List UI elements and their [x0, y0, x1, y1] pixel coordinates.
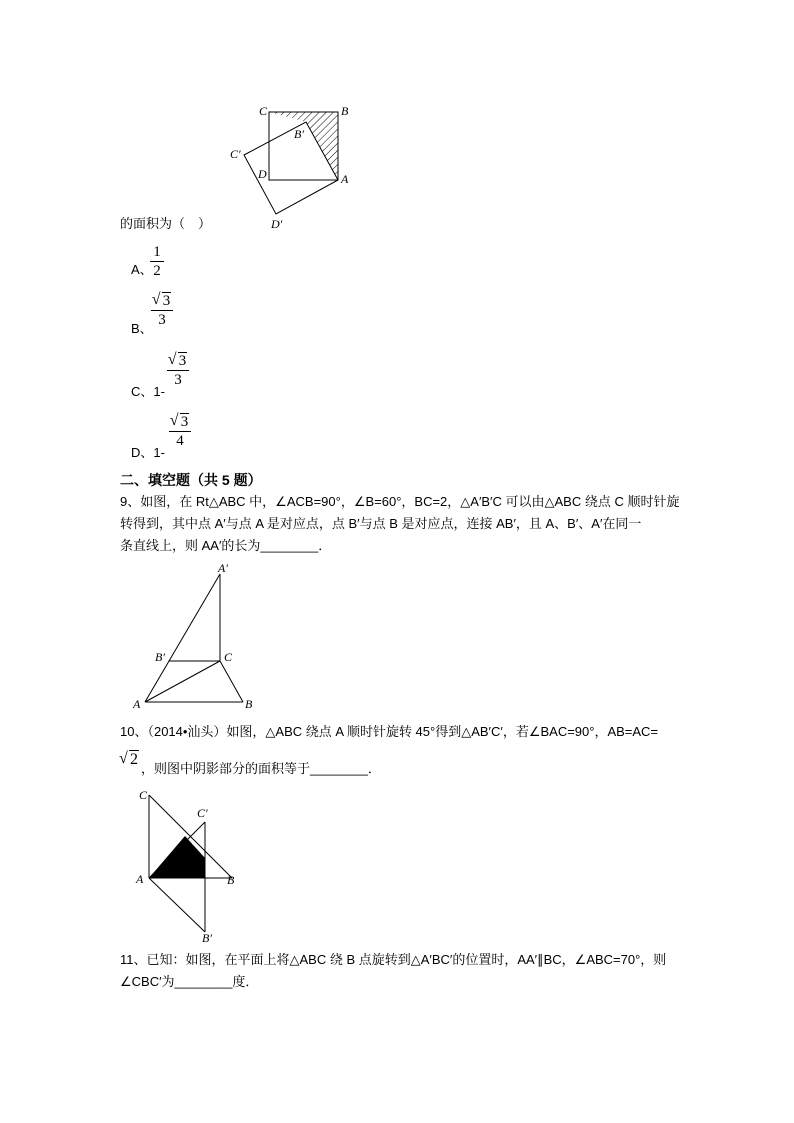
q8-option-d-denominator: 4	[176, 433, 184, 449]
q9-label-c: C	[224, 650, 233, 664]
q9-label-aprime: A′	[218, 561, 228, 575]
q8-label-cprime: C′	[230, 147, 241, 161]
q10-label-a: A	[136, 872, 144, 886]
q8-option-b-fraction	[151, 293, 173, 328]
q10-label-cprime: C′	[197, 806, 208, 820]
q8-figure	[225, 100, 355, 235]
q9-label-b: B	[245, 697, 253, 711]
q8-shaded-region	[269, 112, 338, 180]
q9-segment-c-b	[220, 661, 243, 702]
q10-label-bprime: B′	[202, 931, 212, 945]
q8-option-c-denominator: 3	[174, 372, 182, 388]
q11-line-1: 11、已知：如图，在平面上将△ABC 绕 B 点旋转到△A′BC′的位置时，AA′∥BC，∠ABC=70°，则	[120, 952, 667, 967]
q8-label-a: A	[341, 172, 349, 186]
q8-option-c-sqrt: √ 3	[169, 353, 188, 369]
q11-line-2: ∠CBC′为________度．	[120, 974, 259, 989]
q10-sqrt-2: √ 2	[120, 750, 139, 770]
q8-option-a-label: A、	[131, 262, 153, 277]
q8-option-c-fraction	[167, 353, 189, 388]
section-2-title: 二、填空题（共 5 题）	[120, 472, 262, 488]
q8-option-a-numerator: 1	[153, 244, 161, 260]
q10-line-1: 10、（2014•汕头）如图，△ABC 绕点 A 顺时针旋转 45°得到△AB′C′，若∠BAC=90°，AB=AC=	[120, 724, 659, 739]
q8-option-c-label: C、1-	[131, 384, 165, 399]
q8-label-b: B	[341, 104, 349, 118]
q8-label-d: D	[258, 167, 267, 181]
q8-option-d-label: D、1-	[131, 445, 165, 460]
q9-segment-a-c	[145, 661, 220, 702]
q8-label-c: C	[259, 104, 268, 118]
q10-line-2: ，则图中阴影部分的面积等于________．	[141, 761, 381, 776]
q8-option-d-sqrt: √ 3	[171, 414, 190, 430]
q8-option-b-sqrt: √ 3	[153, 293, 172, 309]
q8-option-b-denominator: 3	[158, 312, 166, 328]
q9-segment-ap-a	[145, 574, 220, 702]
q9-line-1: 9、如图，在 Rt△ABC 中，∠ACB=90°，∠B=60°，BC=2，△A′B′C 可以由△ABC 绕点 C 顺时针旋	[120, 494, 680, 509]
q9-line-3: 条直线上，则 AA′的长为________．	[120, 538, 332, 553]
q9-label-a: A	[133, 697, 141, 711]
q10-figure	[130, 785, 245, 945]
q10-label-c: C	[139, 788, 148, 802]
q9-label-bprime: B′	[155, 650, 165, 664]
q8-stem-tail: 的面积为（ ）	[120, 216, 212, 231]
q8-option-b-label: B、	[131, 321, 153, 336]
q8-label-bprime: B′	[294, 127, 304, 141]
q8-option-d-fraction	[169, 414, 191, 449]
q10-label-b: B	[227, 873, 235, 887]
q8-option-a-fraction	[150, 244, 164, 279]
q9-line-2: 转得到，其中点 A′与点 A 是对应点，点 B′与点 B 是对应点，连接 AB′，且 A、B′、A′在同一	[120, 516, 642, 531]
q8-label-dprime: D′	[271, 217, 283, 231]
q8-option-a-denominator: 2	[153, 263, 161, 279]
q10-segment-a-bprime	[149, 878, 205, 932]
q9-figure	[128, 560, 268, 715]
